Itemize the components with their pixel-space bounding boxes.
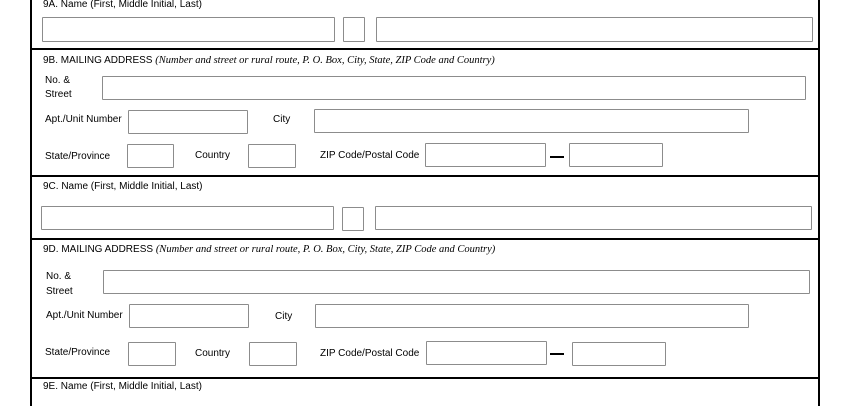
- divider-9d-9e: [30, 377, 820, 379]
- section-9d-title: [43, 244, 495, 256]
- form-right-border: [818, 0, 820, 406]
- divider-9b-9c: [30, 175, 820, 177]
- zip-9b-label: ZIP Code/Postal Code: [320, 150, 420, 161]
- apt-9d-label: Apt./Unit Number: [46, 310, 123, 321]
- street-9b-input[interactable]: [102, 76, 806, 100]
- zip-9b-extension-input[interactable]: [569, 143, 663, 167]
- section-9b-hint: (Number and street or rural route, P. O. Box, City, State, ZIP Code and Country): [155, 55, 495, 66]
- section-9a-title: 9A. Name (First, Middle Initial, Last): [43, 0, 202, 10]
- zip-9d-dash: [550, 353, 564, 355]
- street-9b-label-line1: No. &: [45, 75, 71, 86]
- city-9d-label: City: [275, 311, 293, 322]
- divider-9a-9b: [30, 48, 820, 50]
- street-9d-input[interactable]: [103, 270, 810, 294]
- city-9d-input[interactable]: [315, 304, 749, 328]
- state-9d-input[interactable]: [128, 342, 176, 366]
- street-9b-label-line2: Street: [45, 89, 72, 100]
- section-9d-heading: 9D. MAILING ADDRESS: [43, 244, 154, 255]
- divider-9c-9d: [30, 238, 820, 240]
- form-left-border: [30, 0, 32, 406]
- state-9d-label: State/Province: [45, 347, 111, 358]
- state-9b-input[interactable]: [127, 144, 174, 168]
- section-9b-title: [43, 55, 495, 67]
- city-9b-input[interactable]: [314, 109, 749, 133]
- name-9c-first-input[interactable]: [41, 206, 334, 230]
- apt-9d-input[interactable]: [129, 304, 249, 328]
- name-9c-middle-initial-input[interactable]: [342, 207, 364, 231]
- section-9d-hint: (Number and street or rural route, P. O. Box, City, State, ZIP Code and Country): [155, 244, 496, 255]
- zip-9b-input[interactable]: [425, 143, 546, 167]
- zip-9d-extension-input[interactable]: [572, 342, 666, 366]
- country-9b-input[interactable]: [248, 144, 296, 168]
- country-9b-label: Country: [195, 150, 231, 161]
- section-9c-title: 9C. Name (First, Middle Initial, Last): [43, 181, 203, 192]
- section-9b-heading: 9B. MAILING ADDRESS: [43, 55, 153, 66]
- zip-9d-input[interactable]: [426, 341, 547, 365]
- apt-9b-label: Apt./Unit Number: [45, 114, 122, 125]
- name-9c-last-input[interactable]: [375, 206, 812, 230]
- street-9d-label-line1: No. &: [46, 271, 72, 282]
- city-9b-label: City: [273, 114, 291, 125]
- name-9a-last-input[interactable]: [376, 17, 813, 42]
- state-9b-label: State/Province: [45, 151, 111, 162]
- country-9d-input[interactable]: [249, 342, 297, 366]
- street-9d-label-line2: Street: [46, 286, 73, 297]
- apt-9b-input[interactable]: [128, 110, 248, 134]
- name-9a-middle-initial-input[interactable]: [343, 17, 365, 42]
- zip-9d-label: ZIP Code/Postal Code: [320, 348, 420, 359]
- name-9a-first-input[interactable]: [42, 17, 335, 42]
- country-9d-label: Country: [195, 348, 231, 359]
- section-9e-title: 9E. Name (First, Middle Initial, Last): [43, 381, 202, 392]
- zip-9b-dash: [550, 156, 564, 158]
